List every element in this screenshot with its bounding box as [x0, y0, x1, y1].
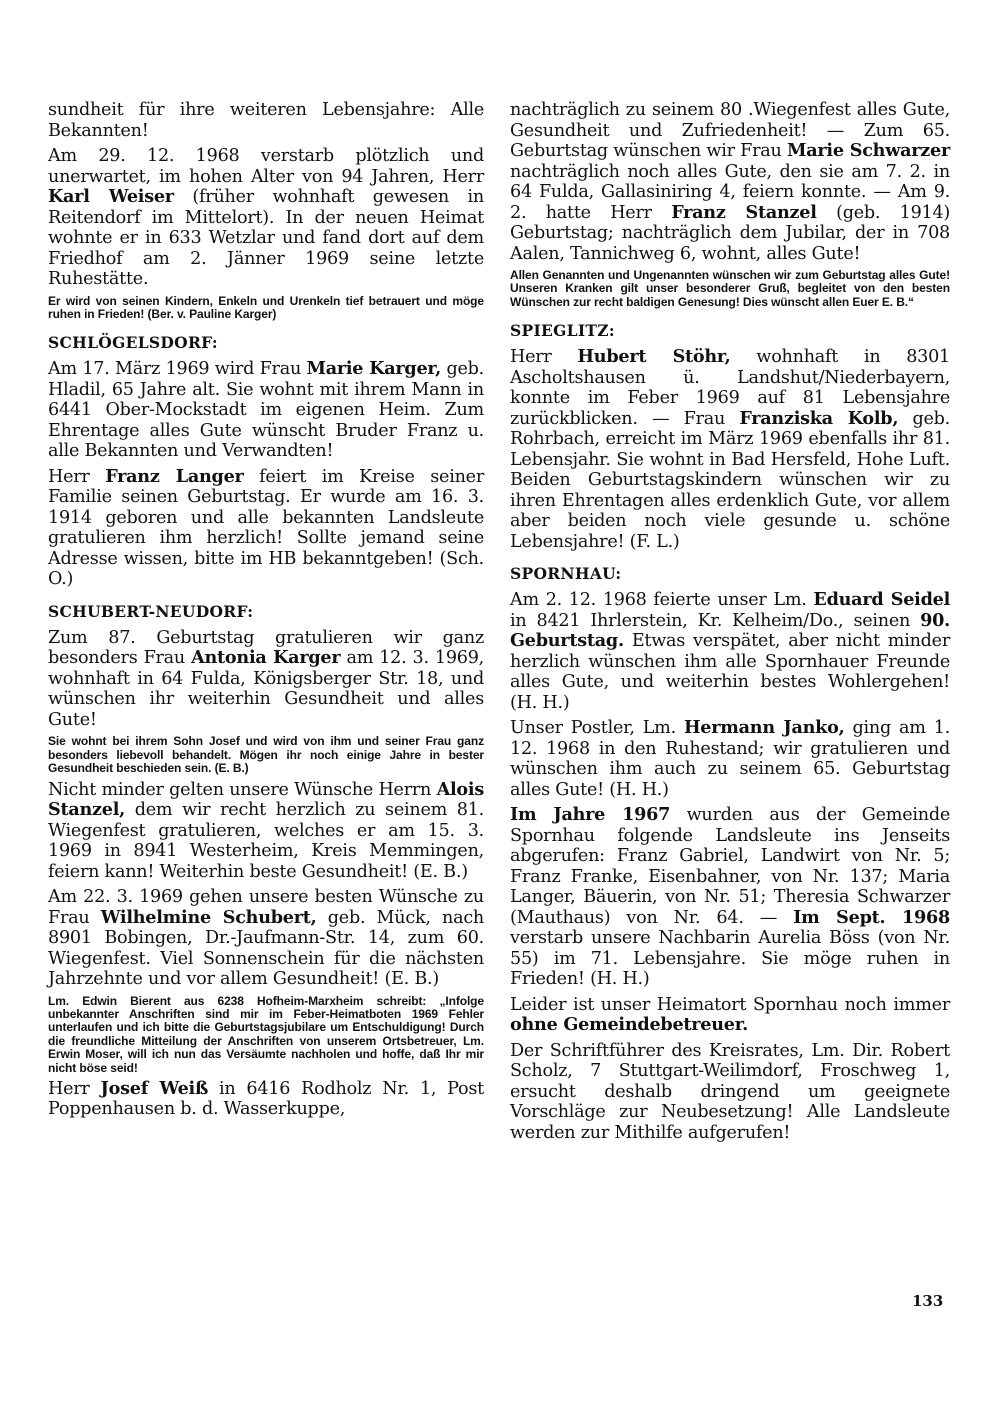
bold-name: Im Jahre 1967 — [510, 804, 671, 826]
paragraph: nachträglich zu seinem 80 .Wiegenfest alles Gute, Gesundheit und Zufriedenheit! — Zum 65. Geburtstag wünschen wir Frau Marie Schwarzer nachträglich noch alles Gute, den sie am 7. 2. in 64 Fulda, Gallasiniring 4, feiern konnte. — Am 9. 2. hatte Herr Franz Stanzel (geb. 1914) Geburtstag; nachträglich dem Jubilar, der in 708 Aalen, Tannichweg 6, wohnt, alles Gute! — [510, 100, 951, 264]
paragraph: Am 22. 3. 1969 gehen unsere besten Wünsche zu Frau Wilhelmine Schubert, geb. Mück, nach 8901 Bobingen, Dr.-Jaufmann-Str. 14, zum 60. Wiegenfest. Viel Sonnenschein für die nächsten Jahrzehnte und vor allem Gesundheit! (E. B.) — [48, 887, 484, 990]
small-print-note: Lm. Edwin Bierent aus 6238 Hofheim-Marxheim schreibt: „Infolge unbekannter Anschriften sind mir im Feber-Heimatboten 1969 Fehler unterlaufen und ich bitte die Geburtstagsjubilare um Entschuldigung! Durch die freundliche Mitteilung der Anschriften von unserem Ortsbetreuer, Lm. Erwin Moser, will ich nun das Versäumte nachholen und hoffe, daß Ihr mir nicht böse seid! — [48, 993, 484, 1075]
bold-name: Im Sept. 1968 — [793, 906, 950, 928]
bold-name: Wilhelmine Schubert, — [100, 906, 317, 928]
paragraph: Nicht minder gelten unsere Wünsche Herrn Alois Stanzel, dem wir recht herzlich zu seinem 81. Wiegenfest gratulieren, welches er am 15. 3. 1969 in 8941 Westerheim, Kreis Memmingen, feiern kann! Weiterhin beste Gesundheit! (E. B.) — [48, 778, 484, 882]
bold-name: Alois Stanzel, — [48, 778, 484, 821]
bold-name: Hubert Stöhr, — [577, 346, 731, 368]
paragraph: sundheit für ihre weiteren Lebensjahre: Alle Bekannten! — [48, 100, 484, 141]
bold-name: Josef Weiß — [100, 1077, 209, 1099]
section-heading: SCHUBERT-NEUDORF: — [48, 601, 254, 621]
bold-name: ohne Gemeindebetreuer. — [510, 1014, 748, 1036]
left-column — [48, 100, 484, 1125]
bold-name: Marie Karger, — [306, 358, 442, 380]
section-heading: SPIEGLITZ: — [510, 321, 615, 341]
bold-name: Karl Weiser — [48, 186, 174, 207]
paragraph: Herr Franz Langer feiert im Kreise seiner Familie seinen Geburtstag. Er wurde am 16. 3. 1914 geboren und alle bekannten Landsleute gratulieren ihm herzlich! Sollte jemand seine Adresse wissen, bitte im HB bekanntgeben! (Sch. O.) — [48, 465, 484, 590]
small-print-note: Sie wohnt bei ihrem Sohn Josef und wird von ihm und seiner Frau ganz besonders liebevoll behandelt. Mögen ihr noch einige Jahre in bester Gesundheit beschieden sein. (E. B.) — [48, 734, 484, 776]
paragraph: Am 29. 12. 1968 verstarb plötzlich und unerwartet, im hohen Alter von 94 Jahren, Herr Karl Weiser (früher wohnhaft gewesen in Reitendorf im Mittelort). In der neuen Heimat wohnte er in 633 Wetzlar und fand dort auf dem Friedhof am 2. Jänner 1969 seine letzte Ruhestätte. — [48, 146, 484, 289]
small-print-note: Er wird von seinen Kindern, Enkeln und Urenkeln tief betrauert und möge ruhen in Frieden! (Ber. v. Pauline Karger) — [48, 293, 484, 321]
bold-name: Marie Schwarzer — [787, 140, 950, 161]
right-column — [510, 100, 950, 1148]
section-heading: SPORNHAU: — [510, 564, 622, 584]
page-number: 133 — [912, 1292, 944, 1310]
paragraph: Zum 87. Geburtstag gratulieren wir ganz besonders Frau Antonia Karger am 12. 3. 1969, wohnhaft in 64 Fulda, Königsberger Str. 18, und wünschen ihr weiterhin Gesundheit und alles Gute! — [48, 627, 484, 730]
bold-name: Franz Stanzel — [671, 201, 817, 223]
bold-name: Edwin Bierent — [82, 993, 171, 1008]
paragraph: Herr Josef Weiß in 6416 Rodholz Nr. 1, Post Poppenhausen b. d. Wasserkuppe, — [48, 1077, 484, 1120]
bold-name: Antonia Karger — [191, 647, 341, 669]
section-heading: SCHLÖGELSDORF: — [48, 333, 218, 353]
small-print-note: Allen Genannten und Ungenannten wünschen wir zum Geburtstag alles Gute! Unseren Kranken gilt unser besonderer Gruß, begleitet von den besten Wünschen zur recht baldigen Genesung! Dies wünscht allen Euer E. B.“ — [510, 268, 950, 309]
paragraph: Unser Postler, Lm. Hermann Janko, ging am 1. 12. 1968 in den Ruhestand; wir gratulieren und wünschen ihm auch zu seinem 65. Geburtstag alles Gute! (H. H.) — [510, 717, 950, 800]
paragraph: Herr Hubert Stöhr, wohnhaft in 8301 Ascholtshausen ü. Landshut/Niederbayern, konnte im Feber 1969 auf 81 Lebensjahre zurückblicken. — Frau Franziska Kolb, geb. Rohrbach, erreicht im März 1969 ebenfalls ihr 81. Lebensjahr. Sie wohnt in Bad Hersfeld, Hohe Luft. Beiden Geburtstagskindern wünschen wir zu ihren Ehrentagen alles erdenklich Gute, vor allem aber beiden noch viele gesunde u. schöne Lebensjahre! (F. L.) — [510, 346, 951, 552]
bold-name: Hermann Janko, — [683, 717, 845, 739]
paragraph: Am 17. März 1969 wird Frau Marie Karger, geb. Hladil, 65 Jahre alt. Sie wohnt mit ihrem Mann in 6441 Ober-Mockstadt im eigenen Heim. Zum Ehrentage alles Gute wünscht Bruder Franz u. alle Bekannten und Verwandten! — [48, 358, 484, 462]
paragraph: Der Schriftführer des Kreisrates, Lm. Dir. Robert Scholz, 7 Stuttgart-Weilimdorf, Froschweg 1, ersucht deshalb dringend um geeignete Vorschläge zur Neubesetzung! Alle Landsleute werden zur Mithilfe aufgerufen! — [510, 1040, 950, 1143]
bold-name: Eduard Seidel — [813, 589, 950, 611]
bold-name: Franziska Kolb, — [739, 407, 899, 429]
paragraph: Im Jahre 1967 wurden aus der Gemeinde Spornhau folgende Landsleute ins Jenseits abgerufen: Franz Gabriel, Landwirt von Nr. 5; Franz Franke, Eisenbahner, von Nr. 137; Maria Langer, Bäuerin, von Nr. 51; Theresia Schwarzer (Mauthaus) von Nr. 64. — Im Sept. 1968 verstarb unsere Nachbarin Aurelia Böss (von Nr. 55) im 71. Lebensjahre. Sie möge ruhen in Frieden! (H. H.) — [510, 804, 950, 990]
bold-name: Franz Langer — [105, 465, 244, 487]
bold-name: 90. Geburtstag. — [510, 609, 950, 652]
paragraph: Leider ist unser Heimatort Spornhau noch immer ohne Gemeindebetreuer. — [510, 994, 950, 1036]
paragraph: Am 2. 12. 1968 feierte unser Lm. Eduard Seidel in 8421 Ihrlerstein, Kr. Kelheim/Do., seinen 90. Geburtstag. Etwas verspätet, aber nicht minder herzlich wünschen ihm alle Spornhauer Freunde alles Gute, und weiterhin bestes Wohlergehen! (H. H.) — [510, 589, 950, 713]
